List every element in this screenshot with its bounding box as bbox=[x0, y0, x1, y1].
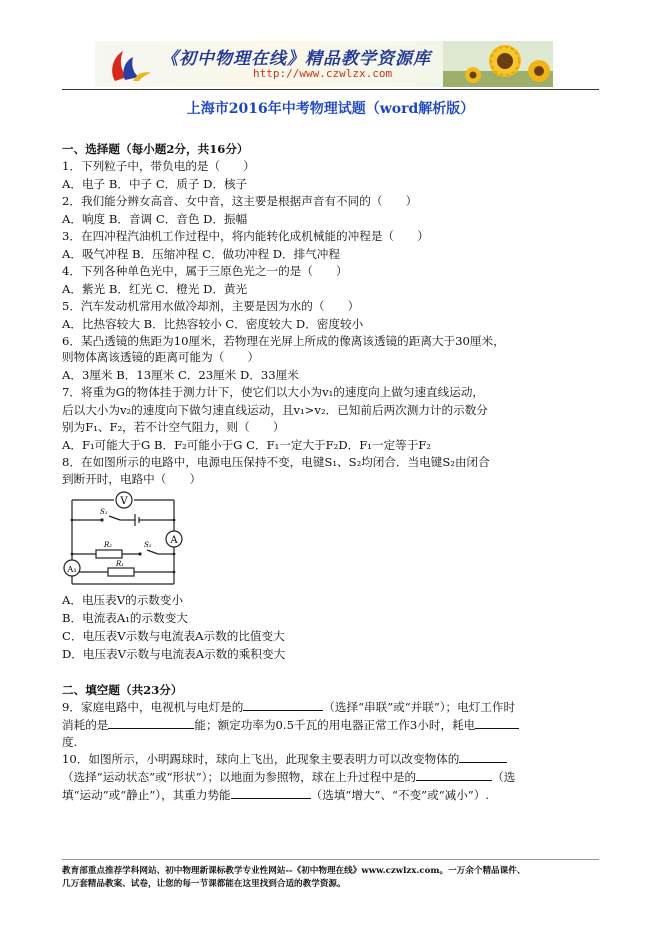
question-line: A．比热容较大 B．比热容较小 C．密度较大 D．密度较小 bbox=[62, 317, 364, 331]
q10-text-2: （选择“运动状态”或“形状”）；以地面为参照物，球在上升过程中是的 bbox=[62, 770, 417, 784]
question-line: 后以大小为v₂的速度向下做匀速直线运动，且v₁>v₂．已知前后两次测力计的示数分 bbox=[62, 403, 488, 417]
q9-blank-1[interactable] bbox=[243, 698, 323, 711]
question-line: A．电子 B．中子 C．质子 D．核子 bbox=[62, 177, 248, 191]
q10-blank-2[interactable] bbox=[416, 768, 492, 781]
q9-text-4: 能；额定功率为0.5千瓦的用电器正常工作3小时，耗电 bbox=[194, 718, 476, 732]
q9-text-1: 9．家庭电路中，电视机与电灯是的 bbox=[62, 700, 244, 714]
q9-text-2: （选择“串联”或“并联”）；电灯工作时 bbox=[323, 700, 516, 714]
resistor1-label: R₁ bbox=[116, 560, 125, 568]
q8-option: B．电流表A₁的示数变大 bbox=[62, 611, 188, 625]
q9-blank-3[interactable] bbox=[475, 716, 519, 729]
q10-text-1: 10．如图所示，小明踢球时，球向上飞出，此现象主要表明力可以改变物体的 bbox=[62, 752, 460, 766]
q10-line bbox=[62, 786, 489, 803]
page-title: 上海市2016年中考物理试题（word解析版） bbox=[186, 101, 475, 117]
q10-line bbox=[62, 768, 515, 785]
q9-line bbox=[62, 716, 519, 733]
switch2-label: S₂ bbox=[144, 541, 152, 549]
voltmeter-label: V bbox=[120, 496, 128, 507]
footer-divider bbox=[62, 859, 599, 860]
q10-text-4: 填“运动”或“静止”），其重力势能 bbox=[62, 788, 231, 802]
question-line: 6．某凸透镜的焦距为10厘米，若物理在光屏上所成的像离该透镜的距离大于30厘米， bbox=[62, 334, 505, 348]
question-line: 3．在四冲程汽油机工作过程中，将内能转化成机械能的冲程是（ ） bbox=[62, 229, 429, 243]
section2-heading: 二、填空题（共23分） bbox=[62, 683, 183, 697]
footer-line-1: 教育部重点推荐学科网站、初中物理新课标教学专业性网站--《初中物理在线》www.czwlzx.com。一万余个精品课件、 bbox=[62, 866, 526, 876]
header-divider bbox=[62, 89, 599, 90]
header-banner bbox=[95, 41, 553, 87]
question-line: 7．将重为G的物体挂于测力计下，使它们以大小为v₁的速度向上做匀速直线运动， bbox=[62, 385, 485, 399]
question-line: 8．在如图所示的电路中，电源电压保持不变，电键S₁、S₂均闭合．当电键S₂由闭合 bbox=[62, 455, 490, 469]
q10-blank-3[interactable] bbox=[231, 786, 311, 799]
question-line: A．3厘米 B．13厘米 C．23厘米 D．33厘米 bbox=[62, 368, 299, 382]
q8-option: D．电压表V示数与电流表A示数的乘积变大 bbox=[62, 647, 286, 661]
q9-line bbox=[62, 698, 515, 715]
q10-text-3: （选 bbox=[492, 770, 516, 784]
question-line: A．吸气冲程 B．压缩冲程 C．做功冲程 D．排气冲程 bbox=[62, 247, 340, 261]
q9-text-3: 消耗的是 bbox=[62, 718, 109, 732]
footer-line-2: 几万套精品教案、试卷，让您的每一节课都能在这里找到合适的教学资源。 bbox=[62, 879, 346, 889]
question-line: 到断开时，电路中（ ） bbox=[62, 472, 202, 486]
question-line: 别为F₁、F₂，若不计空气阻力，则（ ） bbox=[62, 420, 285, 434]
question-line: A．F₁可能大于G B．F₂可能小于G C．F₁一定大于F₂D．F₁一定等于F₂ bbox=[62, 438, 431, 452]
q10-line bbox=[62, 750, 507, 767]
circuit-diagram bbox=[62, 490, 184, 586]
q10-blank-1[interactable] bbox=[459, 750, 507, 763]
q8-option: C．电压表V示数与电流表A示数的比值变大 bbox=[62, 629, 285, 643]
banner-title: 《初中物理在线》精品教学资源库 bbox=[161, 49, 431, 69]
question-line: A．紫光 B．红光 C．橙光 D．黄光 bbox=[62, 282, 248, 296]
q9-text-5: 度. bbox=[62, 735, 78, 749]
question-line: A．响度 B．音调 C．音色 D．振幅 bbox=[62, 212, 248, 226]
question-line: 2．我们能分辨女高音、女中音，这主要是根据声音有不同的（ ） bbox=[62, 194, 418, 208]
question-line: 则物体离该透镜的距离可能为（ ） bbox=[62, 350, 260, 364]
question-line: 1．下列粒子中，带负电的是（ ） bbox=[62, 159, 255, 173]
banner-url-link[interactable]: http://www.czwlzx.com bbox=[253, 67, 393, 80]
resistor2-label: R₂ bbox=[104, 541, 113, 549]
switch1-label: S₁ bbox=[100, 508, 108, 516]
ammeter-label: A bbox=[170, 535, 178, 546]
question-line: 5．汽车发动机常用水做冷却剂，主要是因为水的（ ） bbox=[62, 299, 360, 313]
q9-blank-2[interactable] bbox=[108, 716, 194, 729]
q8-option: A．电压表V的示数变小 bbox=[62, 593, 184, 607]
site-logo-icon bbox=[103, 47, 153, 83]
section1-heading: 一、选择题（每小题2分，共16分） bbox=[62, 142, 249, 156]
sunflower-icon bbox=[443, 41, 553, 87]
ammeter1-label: A₁ bbox=[67, 565, 77, 575]
question-line: 4．下列各种单色光中，属于三原色光之一的是（ ） bbox=[62, 264, 348, 278]
q10-text-5: （选填“增大”、“不变”或“减小”）. bbox=[310, 788, 490, 802]
